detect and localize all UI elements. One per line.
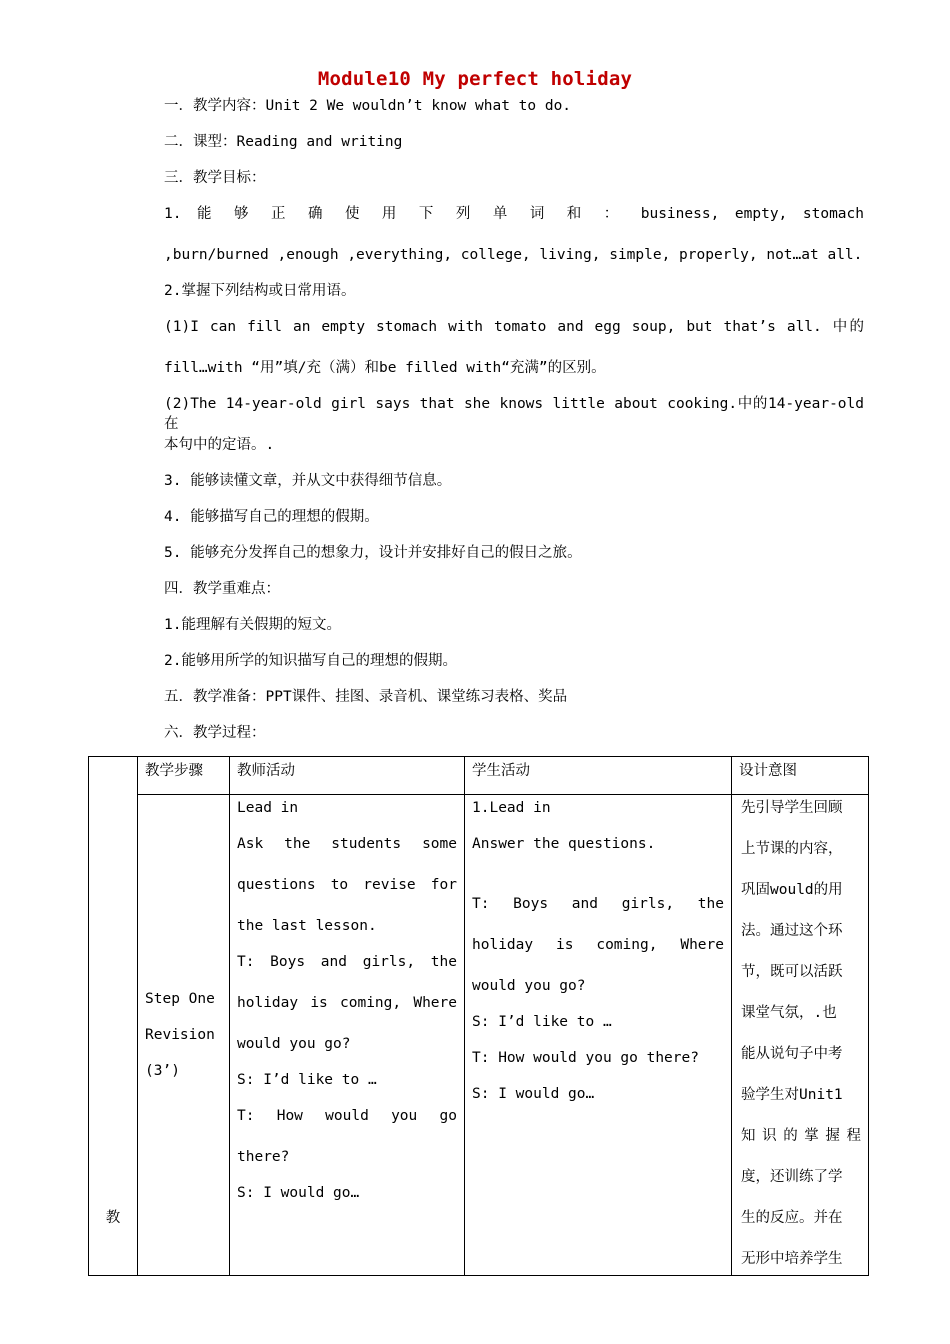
objective-2-2-cont: 本句中的定语。. [164,437,275,453]
student-line: S: I would go… [472,1086,595,1102]
teacher-line: there? [237,1149,290,1165]
teacher-line: questions to revise for [237,877,457,893]
side-label-cell [89,757,138,1276]
intent-line: 生的反应。并在 [741,1210,843,1226]
key-point-1-line: 1.能理解有关假期的短文。 [164,617,341,633]
header-student: 学生活动 [465,757,732,795]
teaching-process-table [88,756,869,1276]
student-line: would you go? [472,978,586,994]
intent-line: 知识的掌握程 [741,1128,861,1144]
lesson-type-line: 二．课型：Reading and writing [164,134,403,150]
intent-line: 课堂气氛，.也 [741,1005,837,1021]
objective-2-line: 2.掌握下列结构或日常用语。 [164,283,356,299]
objectives-heading: 三．教学目标： [164,170,266,186]
intent-line: 验学生对Unit1 [741,1087,843,1103]
step-title: Revision [145,1027,215,1043]
intent-line: 无形中培养学生 [741,1251,843,1267]
student-line: holiday is coming, Where [472,937,724,953]
student-activity-cell [465,795,732,1276]
student-line: T: How would you go there? [472,1050,699,1066]
student-line: 1.Lead in [472,800,551,816]
table-row [89,795,869,1276]
header-teacher: 教师活动 [230,757,465,795]
intent-line: 先引导学生回顾 [741,800,843,816]
teacher-line: S: I’d like to … [237,1072,377,1088]
teacher-line: T: How would you go [237,1108,457,1124]
student-line: Answer the questions. [472,836,656,852]
objective-5-line: 5. 能够充分发挥自己的想象力，设计并安排好自己的假日之旅。 [164,545,582,561]
side-label: 教 [105,1210,121,1226]
document-title: Module10 My perfect holiday [317,68,633,90]
student-line: S: I’d like to … [472,1014,612,1030]
teacher-line: would you go? [237,1036,351,1052]
intent-line: 节，既可以活跃 [741,964,843,980]
student-line: T: Boys and girls, the [472,896,724,912]
objective-4-line: 4. 能够描写自己的理想的假期。 [164,509,379,525]
teacher-line: Ask the students some [237,836,457,852]
intent-line: 法。通过这个环 [741,923,843,939]
teacher-line: holiday is coming, Where [237,995,457,1011]
header-intent: 设计意图 [732,757,869,795]
objective-1-line: 1. 能 够 正 确 使 用 下 列 单 词 和 ： business, empty, stomach [164,206,864,222]
objective-2-1-line: (1)I can fill an empty stomach with tomato and egg soup, but that’s all. 中的 [164,319,864,335]
preparation-line: 五．教学准备：PPT课件、挂图、录音机、课堂练习表格、奖品 [164,689,568,705]
design-intent-cell [732,795,869,1276]
objective-2-2-line: (2)The 14-year-old girl says that she knows little about cooking.中的14-year-old在 [164,396,864,432]
objective-3-line: 3. 能够读懂文章，并从文中获得细节信息。 [164,473,452,489]
teacher-line: T: Boys and girls, the [237,954,457,970]
teacher-activity-cell [230,795,465,1276]
key-points-heading: 四．教学重难点： [164,581,280,597]
objective-1-words: ,burn/burned ,enough ,everything, college, living, simple, properly, not…at all. [164,247,863,263]
table-header-row [89,757,869,795]
content-line: 一．教学内容：Unit 2 We wouldn’t know what to do. [164,98,572,114]
step-name: Step One [145,991,215,1007]
teacher-line: Lead in [237,800,299,816]
teacher-line: the last lesson. [237,918,377,934]
step-cell [138,795,230,1276]
intent-line: 上节课的内容， [741,841,843,857]
teacher-line: S: I would go… [237,1185,360,1201]
objective-2-1-cont: fill…with “用”填/充（满）和be filled with“充满”的区别。 [164,360,606,376]
intent-line: 能从说句子中考 [741,1046,843,1062]
header-step: 教学步骤 [138,757,230,795]
intent-line: 度，还训练了学 [741,1169,843,1185]
process-heading: 六．教学过程： [164,725,266,741]
key-point-2-line: 2.能够用所学的知识描写自己的理想的假期。 [164,653,457,669]
step-duration: (3’) [145,1063,180,1079]
intent-line: 巩固would的用 [741,882,843,898]
